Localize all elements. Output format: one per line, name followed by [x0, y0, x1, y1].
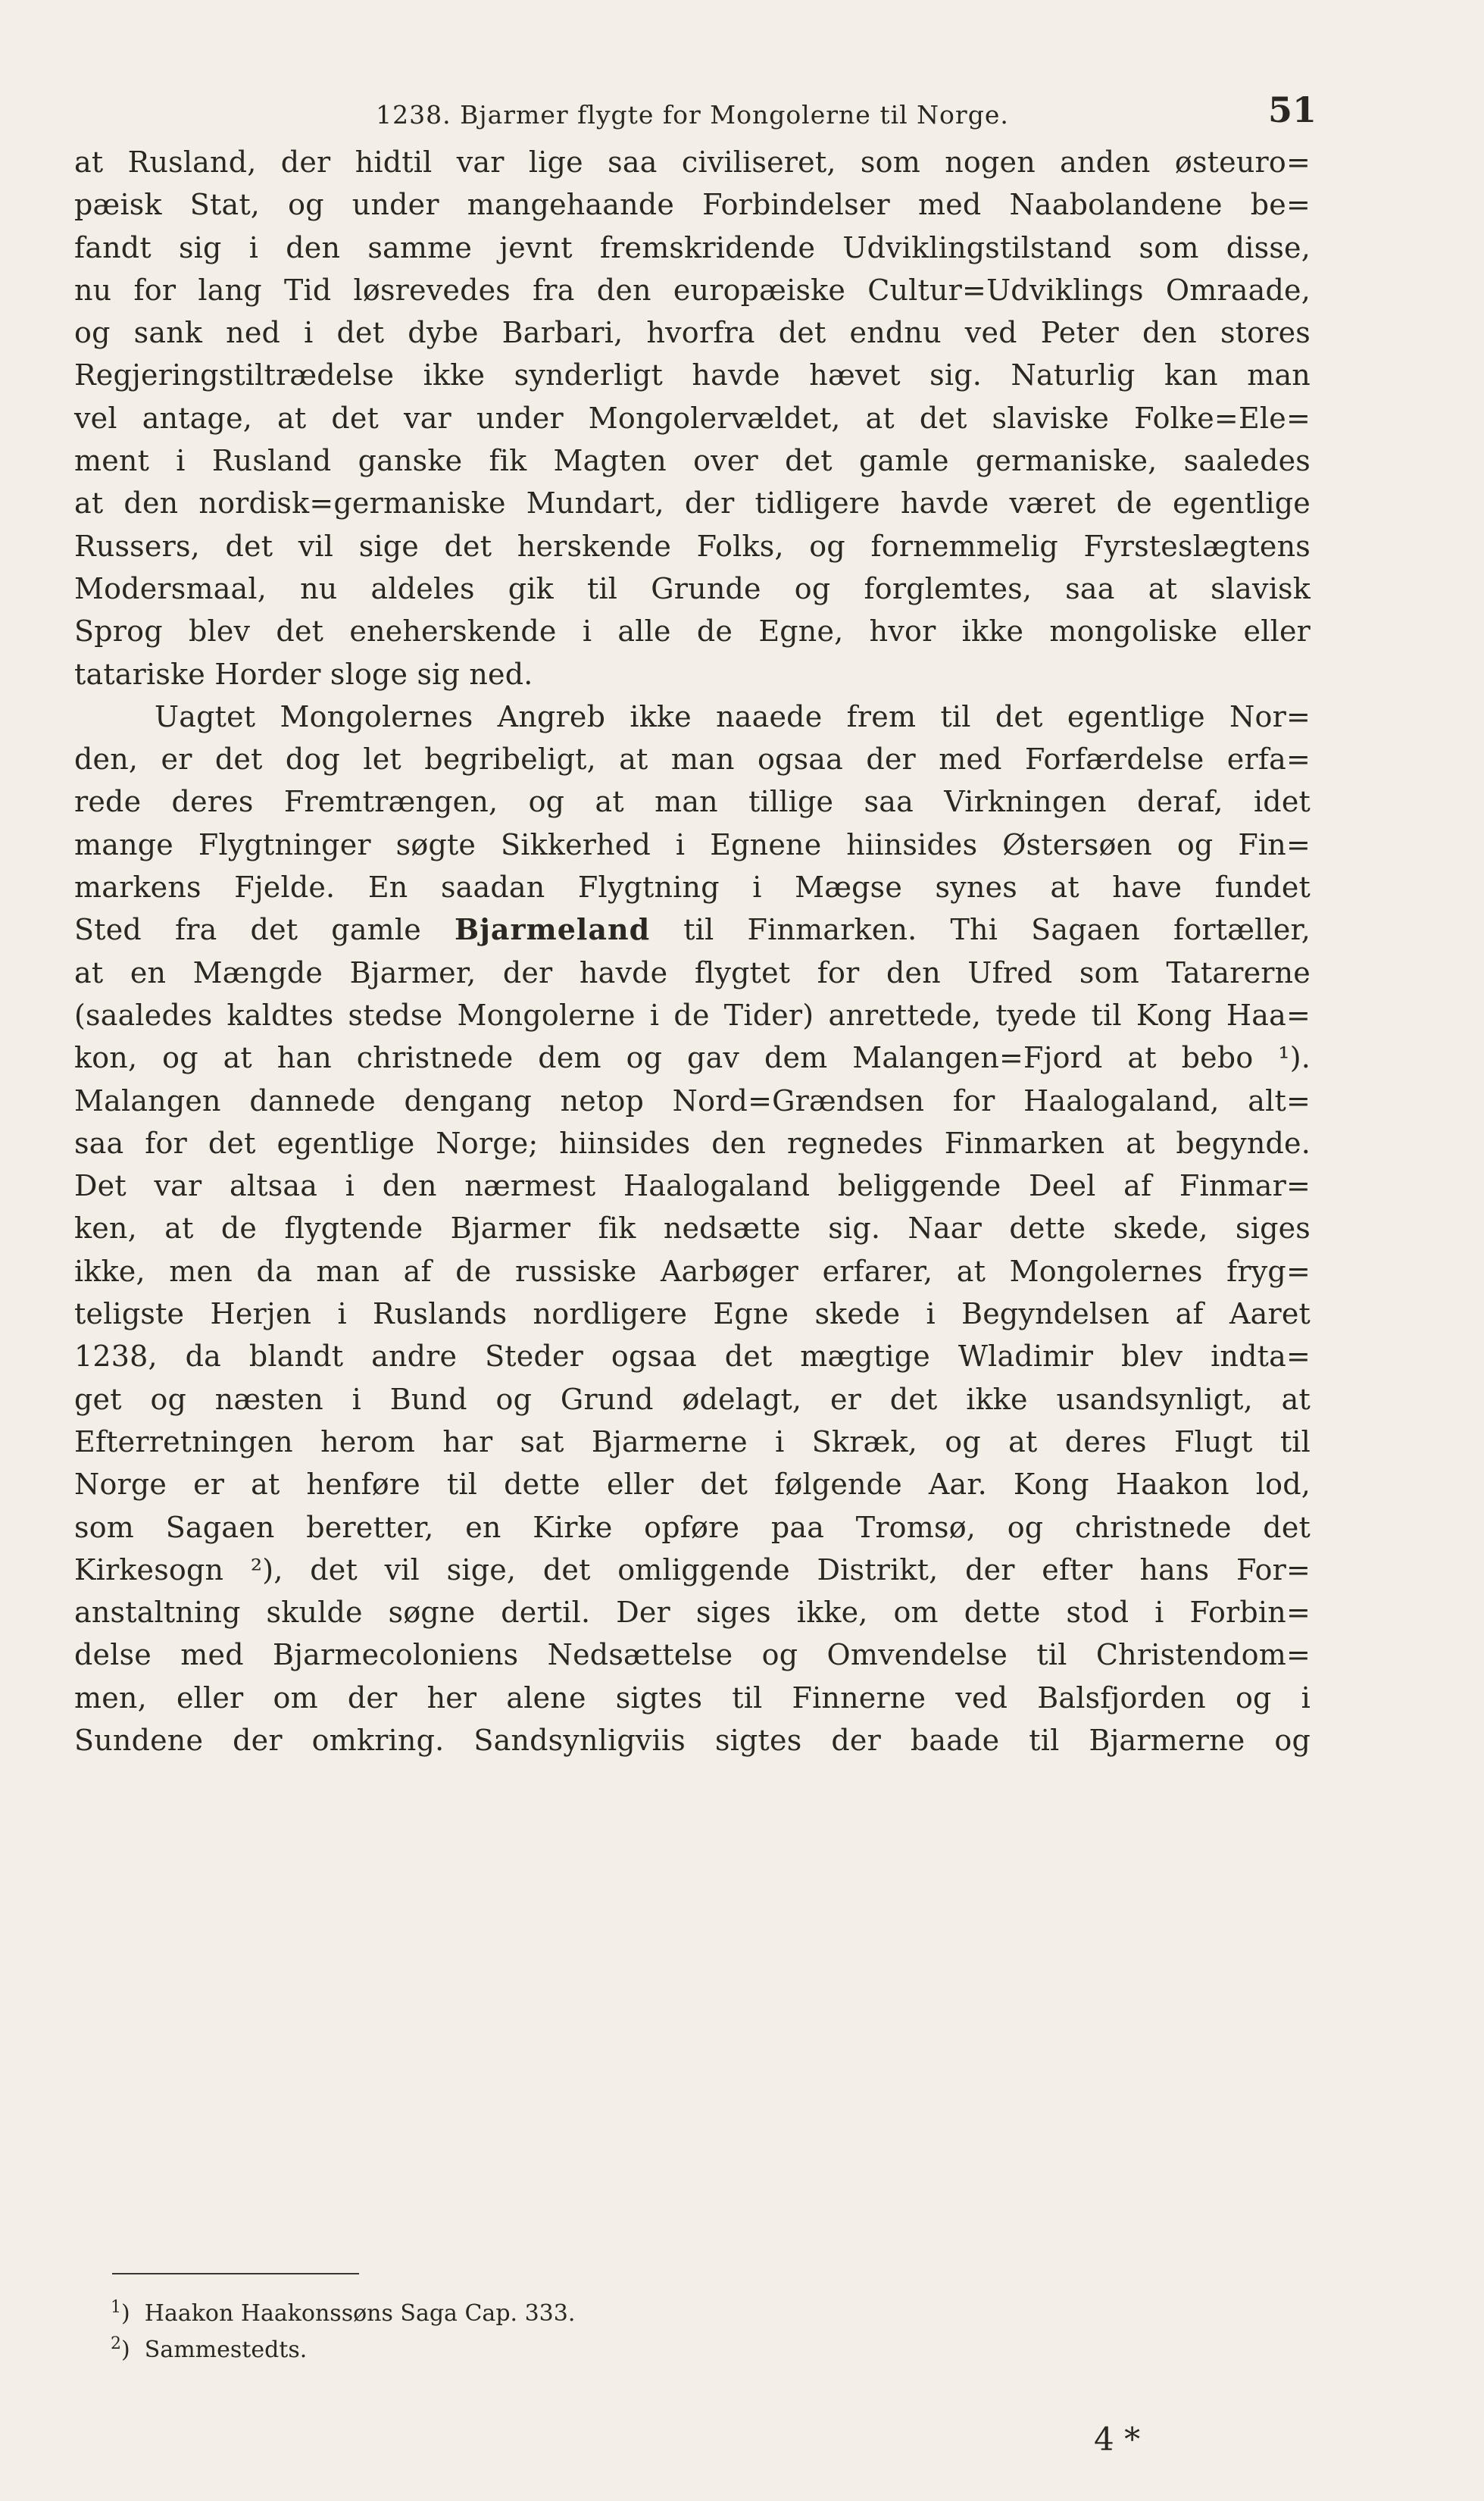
text-line: delse med Bjarmecoloniens Nedsættelse og Omvendelse til Christendom= — [74, 1638, 1311, 1672]
text-line: Det var altsaa i den nærmest Haalogaland beliggende Deel af Finmar= — [74, 1169, 1311, 1203]
text-line: Russers, det vil sige det herskende Folks, og fornemmelig Fyrsteslægtens — [74, 529, 1311, 563]
text-line: Regjeringstiltrædelse ikke synderligt havde hævet sig. Naturlig kan man — [74, 358, 1311, 392]
footnotes — [111, 2290, 1247, 2362]
text-line: som Sagaen beretter, en Kirke opføre paa Tromsø, og christnede det — [74, 1510, 1311, 1544]
book-page — [74, 0, 1317, 2501]
text-line: nu for lang Tid løsrevedes fra den europæiske Cultur=Udviklings Omraade, — [74, 273, 1311, 307]
text-line: fandt sig i den samme jevnt fremskridende Udviklingstilstand som disse, — [74, 230, 1311, 264]
text-segment: til Finmarken. Thi Sagaen fortæller, — [650, 913, 1311, 947]
text-line: Malangen dannede dengang netop Nord=Grændsen for Haalogaland, alt= — [74, 1083, 1311, 1118]
text-line: Uagtet Mongolernes Angreb ikke naaede frem til det egentlige Nor= — [155, 699, 1311, 733]
text-line: get og næsten i Bund og Grund ødelagt, er det ikke usandsynligt, at — [74, 1382, 1311, 1416]
text-line: at den nordisk=germaniske Mundart, der tidligere havde været de egentlige — [74, 486, 1311, 521]
text-line: Kirkesogn ²), det vil sige, det omliggende Distrikt, der efter hans For= — [74, 1552, 1311, 1587]
text-line-mixed — [74, 908, 1311, 951]
footnote-mark: 2 — [111, 2334, 121, 2353]
text-line: Efterretningen herom har sat Bjarmerne i Skræk, og at deres Flugt til — [74, 1424, 1311, 1458]
text-line: rede deres Fremtrængen, og at man tillige saa Virkningen deraf, idet — [74, 785, 1311, 819]
text-line: Sprog blev det eneherskende i alle de Egne, hvor ikke mongoliske eller — [74, 614, 1311, 649]
footnote: $^2$) Sammestedts. — [111, 2334, 308, 2363]
text-line: ken, at de flygtende Bjarmer fik nedsætte sig. Naar dette skede, siges — [74, 1211, 1311, 1246]
emphasis-bjarmeland: Bjarmeland — [455, 912, 651, 947]
text-line: og sank ned i det dybe Barbari, hvorfra det endnu ved Peter den stores — [74, 316, 1311, 350]
text-line: markens Fjelde. En saadan Flygtning i Mægse synes at have fundet — [74, 871, 1311, 905]
text-line: vel antage, at det var under Mongolervældet, at det slaviske Folke=Ele= — [74, 401, 1311, 435]
footnote: $^1$) Haakon Haakonssøns Saga Cap. 333. — [111, 2298, 576, 2327]
text-line: men, eller om der her alene sigtes til Finnerne ved Balsfjorden og i — [74, 1680, 1311, 1715]
text-line: at en Mængde Bjarmer, der havde flygtet for den Ufred som Tatarerne — [74, 955, 1311, 989]
running-title: 1238. Bjarmer flygte for Mongolerne til Norge. — [376, 100, 1009, 130]
text-line: den, er det dog let begribeligt, at man ogsaa der med Forfærdelse erfa= — [74, 742, 1311, 777]
footnote-text: Haakon Haakonssøns Saga Cap. 333. — [144, 2300, 576, 2327]
page-number: 51 — [1267, 89, 1317, 130]
text-line: 1238, da blandt andre Steder ogsaa det mægtige Wladimir blev indta= — [74, 1340, 1311, 1374]
text-line: anstaltning skulde søgne dertil. Der siges ikke, om dette stod i Forbin= — [74, 1596, 1311, 1630]
footnote-text: Sammestedts. — [144, 2337, 308, 2363]
text-segment: Sted fra det gamle — [74, 913, 455, 947]
text-line: saa for det egentlige Norge; hiinsides den regnedes Finmarken at begynde. — [74, 1126, 1311, 1160]
text-line: at Rusland, der hidtil var lige saa civiliseret, som nogen anden østeuro= — [74, 145, 1311, 179]
text-line: mange Flygtninger søgte Sikkerhed i Egnene hiinsides Østersøen og Fin= — [74, 827, 1311, 861]
text-line: ment i Rusland ganske fik Magten over det gamle germaniske, saaledes — [74, 444, 1311, 478]
running-head — [74, 89, 1317, 135]
body-text — [74, 141, 1311, 1762]
signature-mark: 4 * — [1094, 2421, 1141, 2458]
footnote-divider — [112, 2273, 359, 2274]
text-line: Norge er at henføre til dette eller det følgende Aar. Kong Haakon lod, — [74, 1468, 1311, 1502]
text-line: Modersmaal, nu aldeles gik til Grunde og forglemtes, saa at slavisk — [74, 571, 1311, 605]
text-line: teligste Herjen i Ruslands nordligere Egne skede i Begyndelsen af Aaret — [74, 1297, 1311, 1331]
footnote-mark: 1 — [111, 2298, 121, 2317]
text-line: ikke, men da man af de russiske Aarbøger erfarer, at Mongolernes fryg= — [74, 1254, 1311, 1288]
text-line: Sundene der omkring. Sandsynligviis sigtes der baade til Bjarmerne og — [74, 1723, 1311, 1757]
text-line: (saaledes kaldtes stedse Mongolerne i de Tider) anrettede, tyede til Kong Haa= — [74, 998, 1311, 1032]
text-line: pæisk Stat, og under mangehaande Forbindelser med Naabolandene be= — [74, 188, 1311, 222]
text-line: kon, og at han christnede dem og gav dem Malangen=Fjord at bebo ¹). — [74, 1041, 1311, 1075]
text-line: tatariske Horder sloge sig ned. — [74, 657, 533, 691]
